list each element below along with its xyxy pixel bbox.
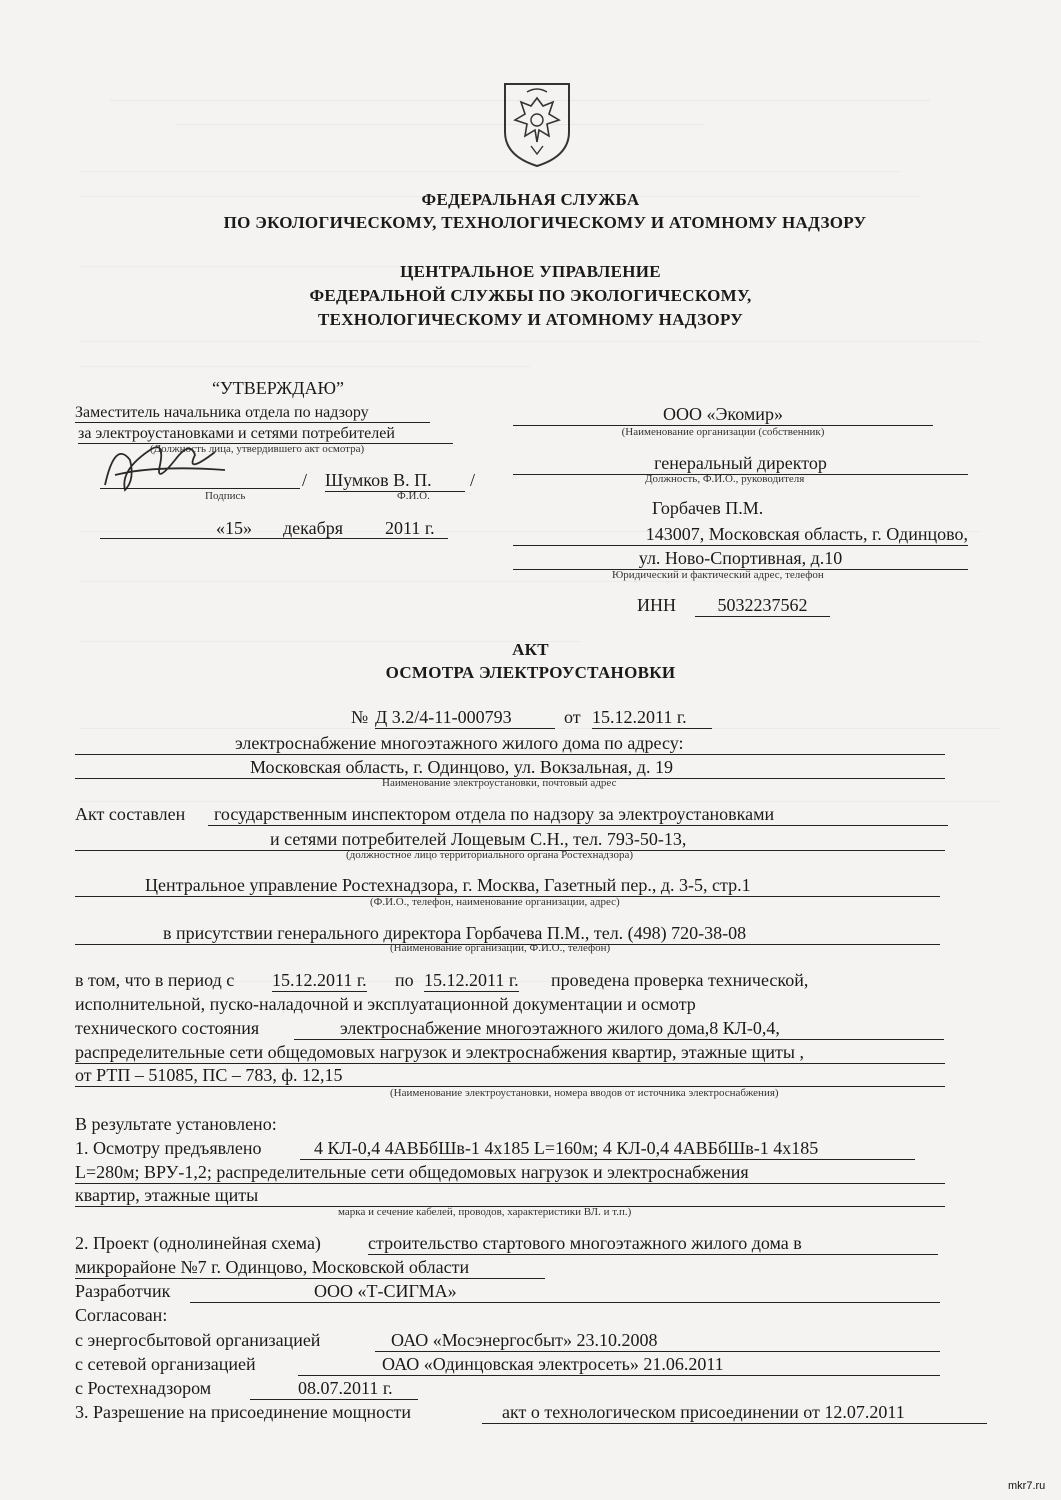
state-label: технического состояния <box>75 1018 260 1038</box>
owner-director: Горбачев П.М. <box>652 498 764 518</box>
period-from: 15.12.2011 г. <box>272 970 367 990</box>
item1-label: 1. Осмотру предъявлено <box>75 1138 262 1158</box>
signature-line <box>100 488 300 489</box>
inspector-office-caption: (Ф.И.О., телефон, наименование организации, адрес) <box>370 896 620 908</box>
item3-label: 3. Разрешение на присоединение мощности <box>75 1402 412 1422</box>
owner-address-line-2: ул. Ново-Спортивная, д.10 <box>513 548 968 570</box>
act-number-value: Д 3.2/4-11-000793 <box>375 707 555 729</box>
item2-label: 2. Проект (однолинейная схема) <box>75 1233 321 1253</box>
approver-position-line-1: Заместитель начальника отдела по надзору <box>75 404 430 423</box>
sign-slash-2: / <box>470 470 476 490</box>
signature-caption: Подпись <box>205 490 246 502</box>
act-number-from: от <box>564 707 581 727</box>
approver-position-line-2: за электроустановками и сетями потребителей <box>78 425 453 444</box>
composed-line-1: государственным инспектором отдела по надзору за электроустановками <box>208 804 948 826</box>
installation-caption: Наименование электроустановки, почтовый адрес <box>382 777 617 789</box>
item2-value: строительство стартового многоэтажного жилого дома в <box>368 1233 938 1255</box>
owner-address-caption: Юридический и фактический адрес, телефон <box>612 569 824 581</box>
item1-line-2: L=280м; ВРУ-1,2; распределительные сети общедомовых нагрузок и электроснабжения <box>75 1162 945 1184</box>
owner-org-name: ООО «Экомир» <box>513 404 933 426</box>
act-title-1: АКТ <box>512 640 549 659</box>
agreed-3-label: с Ростехнадзором <box>75 1378 212 1398</box>
period-text-1: в том, что в период с <box>75 970 235 990</box>
item2-line-2: микрорайоне №7 г. Одинцово, Московской области <box>75 1257 545 1279</box>
results-heading: В результате установлено: <box>75 1114 277 1134</box>
agency-line-1: ФЕДЕРАЛЬНАЯ СЛУЖБА <box>421 190 640 209</box>
approval-title: “УТВЕРЖДАЮ” <box>212 378 345 398</box>
approval-date-year: 2011 г. <box>385 518 435 538</box>
agreed-2-label: с сетевой организацией <box>75 1354 256 1374</box>
presence-line: в присутствии генерального директора Горбачева П.М., тел. (498) 720-38-08 <box>75 923 940 945</box>
act-number-date: 15.12.2011 г. <box>592 707 712 729</box>
composed-line-2: и сетями потребителей Лощевым С.Н., тел. 793-50-13, <box>75 829 945 851</box>
item1-caption: марка и сечение кабелей, проводов, характеристики ВЛ. и т.п.) <box>338 1206 632 1218</box>
agreed-1-label: с энергосбытовой организацией <box>75 1330 321 1350</box>
coat-of-arms-icon <box>497 80 577 168</box>
installation-line-1: электроснабжение многоэтажного жилого дома по адресу: <box>75 733 945 755</box>
developer-label: Разработчик <box>75 1281 171 1301</box>
agency-line-2: ПО ЭКОЛОГИЧЕСКОМУ, ТЕХНОЛОГИЧЕСКОМУ И АТОМНОМУ НАДЗОРУ <box>223 213 867 232</box>
owner-address-line-1: 143007, Московская область, г. Одинцово, <box>513 524 968 546</box>
item1-value: 4 КЛ-0,4 4АВБбШв-1 4х185 L=160м; 4 КЛ-0,4 4АВБбШв-1 4х185 <box>300 1138 915 1160</box>
state-line-2: распределительные сети общедомовых нагрузок и электроснабжения квартир, этажные щиты , <box>75 1042 945 1064</box>
owner-position: генеральный директор <box>513 453 968 475</box>
owner-org-caption: (Наименование организации (собственник) <box>621 426 825 438</box>
act-number-prefix: № <box>351 707 369 727</box>
state-line-3: от РТП – 51085, ПС – 783, ф. 12,15 <box>75 1065 945 1087</box>
period-to: 15.12.2011 г. <box>424 970 519 990</box>
composed-caption: (должностное лицо территориального органа Ростехнадзора) <box>346 849 633 861</box>
inspector-office: Центральное управление Ростехнадзора, г. Москва, Газетный пер., д. 3-5, стр.1 <box>75 875 940 897</box>
installation-line-2: Московская область, г. Одинцово, ул. Вокзальная, д. 19 <box>75 757 945 779</box>
period-text-2: по <box>395 970 414 990</box>
agreed-label: Согласован: <box>75 1305 168 1325</box>
act-title-2: ОСМОТРА ЭЛЕКТРОУСТАНОВКИ <box>385 663 676 682</box>
approval-date-month: декабря <box>283 518 344 538</box>
site-watermark: mkr7.ru <box>1008 1480 1046 1492</box>
owner-position-caption: Должность, Ф.И.О., руководителя <box>645 473 805 485</box>
approval-date-day: «15» <box>216 518 252 538</box>
sign-slash-1: / <box>302 470 308 490</box>
owner-inn-label: ИНН <box>637 595 676 615</box>
item1-line-3: квартир, этажные щиты <box>75 1185 945 1207</box>
office-line-3: ТЕХНОЛОГИЧЕСКОМУ И АТОМНОМУ НАДЗОРУ <box>317 310 744 329</box>
office-line-1: ЦЕНТРАЛЬНОЕ УПРАВЛЕНИЕ <box>400 262 661 281</box>
office-line-2: ФЕДЕРАЛЬНОЙ СЛУЖБЫ ПО ЭКОЛОГИЧЕСКОМУ, <box>309 286 752 305</box>
agreed-1-value: ОАО «Мосэнергосбыт» 23.10.2008 <box>375 1330 940 1352</box>
developer-value: ООО «Т-СИГМА» <box>190 1281 940 1303</box>
state-caption: (Наименование электроустановки, номера вводов от источника электроснабжения) <box>390 1087 779 1099</box>
composed-label: Акт составлен <box>75 804 186 824</box>
item3-value: акт о технологическом присоединении от 12.07.2011 <box>482 1402 987 1424</box>
fio-caption: Ф.И.О. <box>397 490 430 502</box>
approver-position-caption: (Должность лица, утвердившего акт осмотра) <box>150 443 365 455</box>
state-value: электроснабжение многоэтажного жилого дома,8 КЛ-0,4, <box>294 1018 944 1040</box>
presence-caption: (Наименование организации, Ф.И.О., телефон) <box>390 942 611 954</box>
signer-name: Шумков В. П. <box>325 470 465 492</box>
agreed-3-value: 08.07.2011 г. <box>250 1378 418 1400</box>
agreed-2-value: ОАО «Одинцовская электросеть» 21.06.2011 <box>298 1354 940 1376</box>
period-text-3: проведена проверка технической, <box>551 970 809 990</box>
owner-inn-value: 5032237562 <box>695 595 830 617</box>
period-line-2: исполнительной, пуско-наладочной и эксплуатационной документации и осмотр <box>75 994 696 1014</box>
